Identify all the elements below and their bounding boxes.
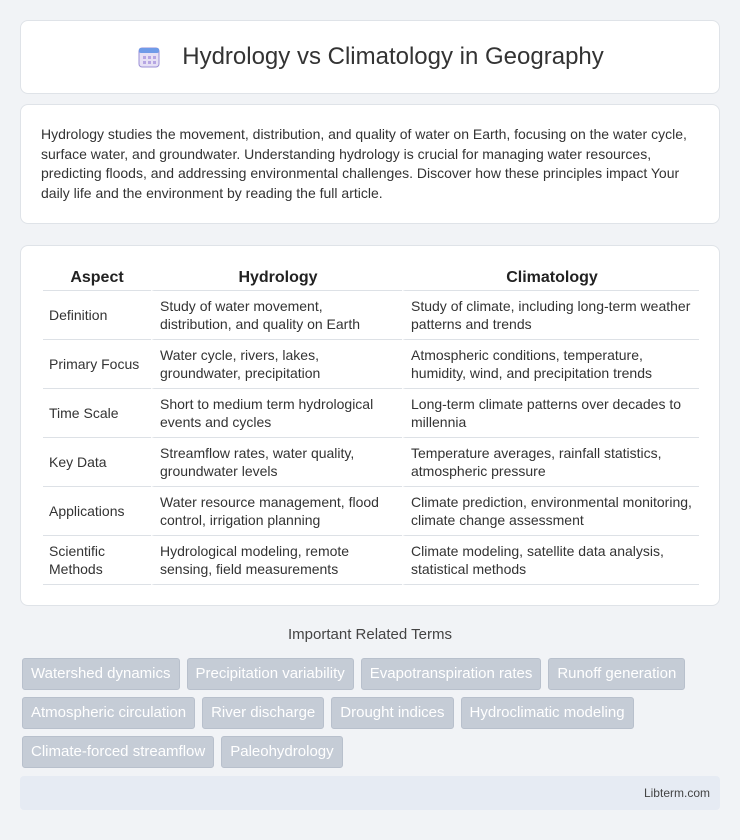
row-aspect: Scientific Methods [43, 536, 151, 585]
row-climatology: Study of climate, including long-term weather patterns and trends [402, 291, 699, 340]
tag-evapotranspiration-rates[interactable]: Evapotranspiration rates [361, 658, 542, 690]
table-row [43, 389, 699, 438]
intro-card [20, 104, 720, 224]
row-hydrology: Streamflow rates, water quality, groundwater levels [151, 438, 402, 487]
page-title: Hydrology vs Climatology in Geography [182, 43, 604, 70]
tag-runoff-generation[interactable]: Runoff generation [548, 658, 685, 690]
footer [20, 776, 720, 810]
table-row [43, 291, 699, 340]
tag-climate-forced-streamflow[interactable]: Climate-forced streamflow [22, 736, 214, 768]
row-hydrology: Water resource management, flood control, irrigation planning [151, 487, 402, 536]
column-header-hydrology: Hydrology [151, 264, 402, 291]
calendar-icon [136, 44, 162, 70]
row-climatology: Climate prediction, environmental monitoring, climate change assessment [402, 487, 699, 536]
table-row [43, 340, 699, 389]
column-header-climatology: Climatology [402, 264, 699, 291]
header-card [20, 20, 720, 94]
comparison-table [43, 264, 699, 585]
related-terms-title: Important Related Terms [288, 626, 452, 643]
row-aspect: Key Data [43, 438, 151, 487]
row-hydrology: Short to medium term hydrological events and cycles [151, 389, 402, 438]
table-row [43, 487, 699, 536]
tag-hydroclimatic-modeling[interactable]: Hydroclimatic modeling [461, 697, 634, 729]
comparison-card [20, 245, 720, 606]
intro-text: Hydrology studies the movement, distribution, and quality of water on Earth, focusing on the water cycle, surface water, and groundwater. Understanding hydrology is crucial for managing water resources, predicting floods, and addressing environmental challenges. Discover how these principles impact Your daily life and the environment by reading the full article. [41, 126, 687, 201]
row-climatology: Climate modeling, satellite data analysis, statistical methods [402, 536, 699, 585]
row-hydrology: Study of water movement, distribution, and quality on Earth [151, 291, 402, 340]
row-aspect: Definition [43, 291, 151, 340]
tag-atmospheric-circulation[interactable]: Atmospheric circulation [22, 697, 195, 729]
tag-watershed-dynamics[interactable]: Watershed dynamics [22, 658, 180, 690]
tag-drought-indices[interactable]: Drought indices [331, 697, 453, 729]
related-terms-list [22, 658, 722, 768]
table-row [43, 536, 699, 585]
row-hydrology: Hydrological modeling, remote sensing, field measurements [151, 536, 402, 585]
row-aspect: Time Scale [43, 389, 151, 438]
tag-river-discharge[interactable]: River discharge [202, 697, 324, 729]
column-header-aspect: Aspect [43, 264, 151, 291]
table-header-row [43, 264, 699, 291]
row-climatology: Temperature averages, rainfall statistics, atmospheric pressure [402, 438, 699, 487]
row-aspect: Primary Focus [43, 340, 151, 389]
table-row [43, 438, 699, 487]
tag-paleohydrology[interactable]: Paleohydrology [221, 736, 342, 768]
row-aspect: Applications [43, 487, 151, 536]
footer-brand-link[interactable]: Libterm.com [643, 786, 710, 800]
tag-precipitation-variability[interactable]: Precipitation variability [187, 658, 354, 690]
row-hydrology: Water cycle, rivers, lakes, groundwater, precipitation [151, 340, 402, 389]
row-climatology: Long-term climate patterns over decades to millennia [402, 389, 699, 438]
row-climatology: Atmospheric conditions, temperature, humidity, wind, and precipitation trends [402, 340, 699, 389]
